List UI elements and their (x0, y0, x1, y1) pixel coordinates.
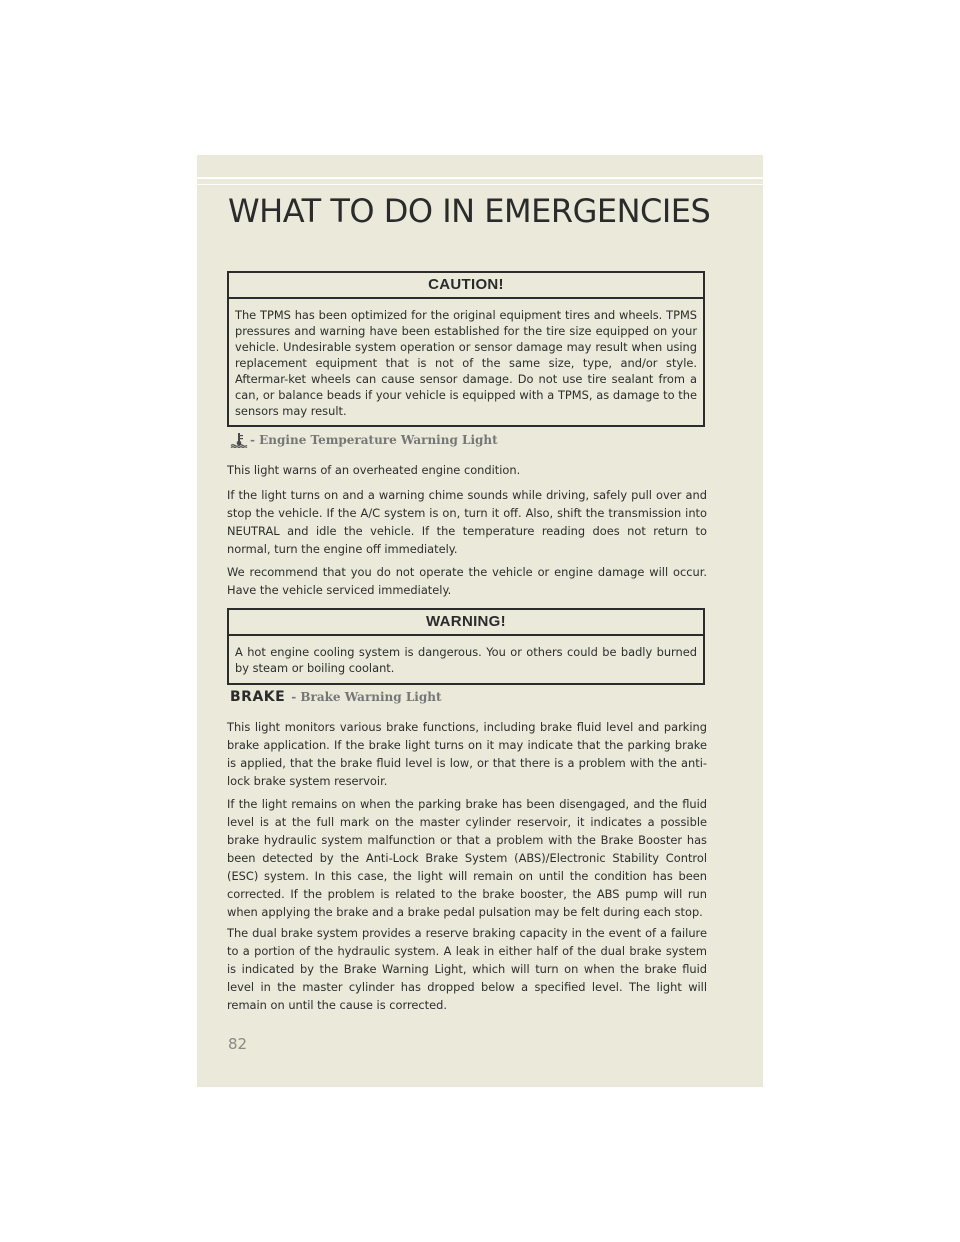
warning-box (227, 608, 705, 685)
header-rule-top (197, 177, 763, 179)
caution-box (227, 271, 705, 427)
engine-temp-paragraph-3: We recommend that you do not operate the vehicle or engine damage will occur. Have the vehicle serviced immediately. (227, 565, 707, 597)
engine-temp-paragraph-1: This light warns of an overheated engine condition. (227, 463, 521, 477)
warning-heading: WARNING! (229, 610, 703, 636)
engine-temp-paragraph-2: If the light turns on and a warning chime sounds while driving, safely pull over and stop the vehicle. If the A/C system is on, turn it off. Also, shift the transmission into NEUTRAL and idle the vehicle. If the temperature reading does not return to normal, turn the engine off immediately. (227, 488, 707, 556)
brake-subheading (230, 689, 442, 705)
caution-heading: CAUTION! (229, 273, 703, 299)
brake-paragraph-1: This light monitors various brake functions, including brake fluid level and parking brake application. If the brake light turns on it may indicate that the parking brake is applied, that the brake fluid level is low, or that there is a problem with the anti-lock brake system reservoir. (227, 720, 707, 788)
header-rule-bottom (197, 184, 763, 185)
caution-text: The TPMS has been optimized for the original equipment tires and wheels. TPMS pressures and warning have been established for the tire size equipped on your vehicle. Undesirable system operation or sensor damage may result when using replacement equipment that is not of the same size, type, and/or style. Aftermar-ket wheels can cause sensor damage. Do not use tire sealant from a can, or balance beads if your vehicle is equipped with a TPMS, as damage to the sensors may result. (235, 308, 697, 418)
manual-page (197, 155, 763, 1087)
brake-paragraph-2: If the light remains on when the parking brake has been disengaged, and the fluid level is at the full mark on the master cylinder reservoir, it indicates a possible brake hydraulic system malfunction or that a problem with the Brake Booster has been detected by the Anti-Lock Brake System (ABS)/Electronic Stability Control (ESC) system. In this case, the light will remain on until the condition has been corrected. If the problem is related to the brake booster, the ABS pump will run when applying the brake and a brake pedal pulsation may be felt during each stop. (227, 797, 707, 919)
brake-warning-icon: BRAKE (230, 689, 286, 705)
brake-title: - Brake Warning Light (291, 690, 442, 704)
warning-text: A hot engine cooling system is dangerous. You or others could be badly burned by steam or boiling coolant. (235, 645, 697, 675)
page-number: 82 (228, 1035, 248, 1053)
engine-temperature-icon (230, 432, 248, 448)
brake-paragraph-3: The dual brake system provides a reserve braking capacity in the event of a failure to a portion of the hydraulic system. A leak in either half of the dual brake system is indicated by the Brake Warning Light, which will turn on when the brake fluid level in the master cylinder has dropped below a specified level. The light will remain on until the cause is corrected. (227, 926, 707, 1012)
engine-temp-subheading (230, 432, 498, 448)
chapter-title: WHAT TO DO IN EMERGENCIES (228, 192, 711, 230)
engine-temp-title: - Engine Temperature Warning Light (250, 433, 498, 447)
